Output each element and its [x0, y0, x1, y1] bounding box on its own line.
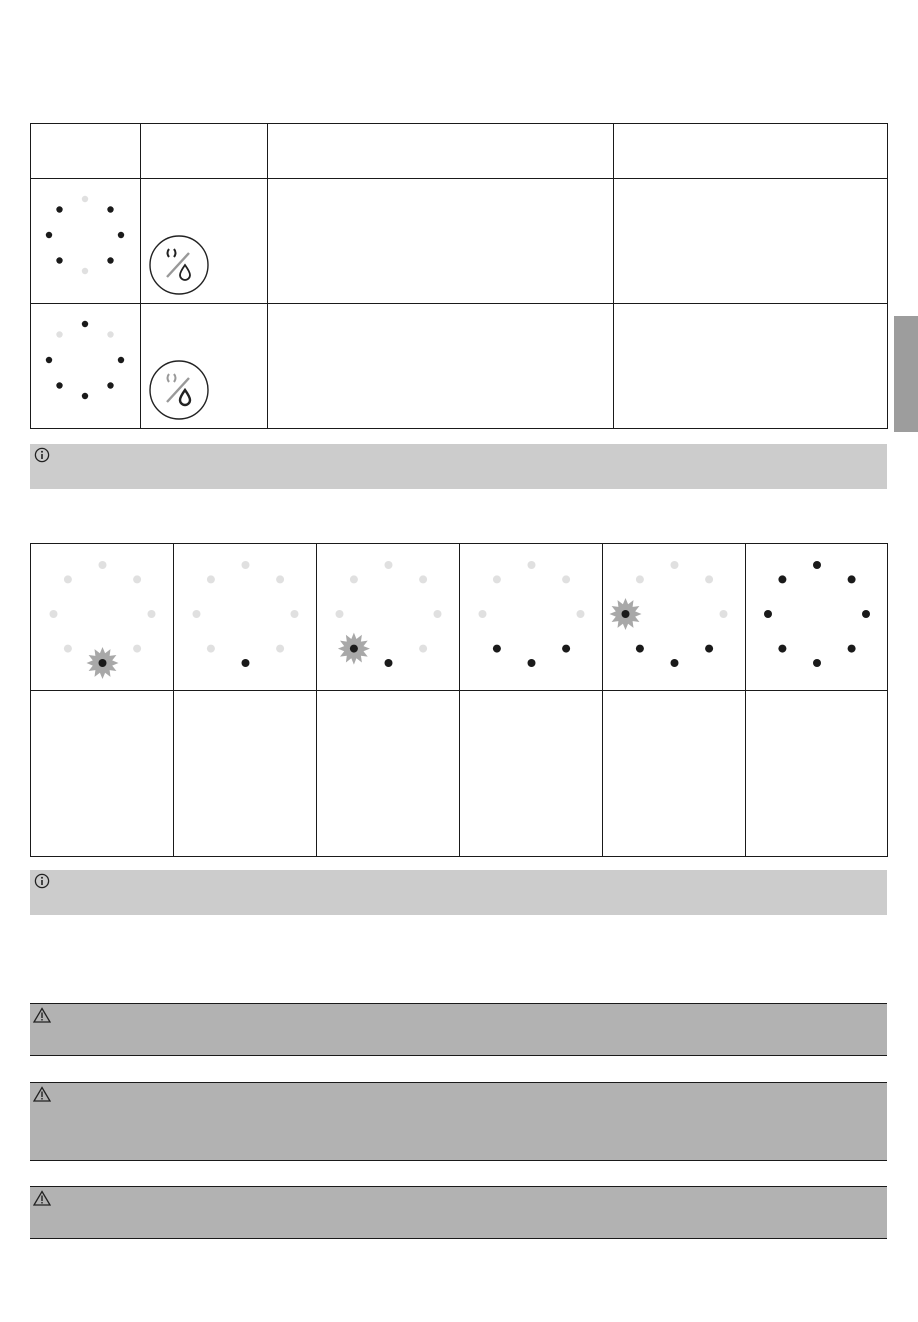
legend-header-row — [31, 124, 888, 179]
led-dot-off — [207, 575, 215, 583]
led-dot-on — [705, 645, 713, 653]
led-dot-off — [350, 575, 358, 583]
led-dot-on — [118, 232, 124, 238]
led-dot-off — [336, 610, 344, 618]
steam-humidity-button-icon — [147, 358, 211, 422]
sequence-table — [30, 543, 888, 857]
sequence-ring-cell — [460, 544, 603, 691]
warning-note — [30, 1083, 887, 1161]
ring-cell — [31, 304, 141, 429]
warning-icon — [33, 1007, 51, 1023]
side-tab — [894, 316, 918, 432]
led-dot-on — [56, 382, 62, 388]
led-dot-on — [636, 645, 644, 653]
led-dot-off — [82, 196, 88, 202]
led-dot-off — [528, 561, 536, 569]
led-dot-off — [562, 575, 570, 583]
led-dot-off — [577, 610, 585, 618]
led-ring-indicator — [31, 304, 141, 429]
led-ring-step-1 — [31, 544, 174, 691]
led-dot-off — [419, 575, 427, 583]
led-dot-on — [778, 575, 786, 583]
led-ring-step-2 — [174, 544, 317, 691]
caption-cell — [317, 691, 460, 857]
sequence-ring-cell — [31, 544, 174, 691]
caption-cell — [603, 691, 746, 857]
led-dot-on — [622, 610, 630, 618]
led-dot-on — [107, 257, 113, 263]
led-dot-off — [720, 610, 728, 618]
legend-table — [30, 123, 888, 429]
led-dot-off — [148, 610, 156, 618]
led-dot-on — [56, 257, 62, 263]
led-dot-off — [291, 610, 299, 618]
led-dot-on — [528, 659, 536, 667]
led-dot-on — [118, 357, 124, 363]
legend-row — [31, 304, 888, 429]
led-dot-off — [276, 645, 284, 653]
led-dot-off — [64, 645, 72, 653]
led-dot-off — [99, 561, 107, 569]
warning-icon — [33, 1190, 51, 1206]
led-ring-step-4 — [460, 544, 603, 691]
description-cell — [268, 304, 614, 429]
caption-cell — [31, 691, 174, 857]
led-dot-on — [848, 645, 856, 653]
header-cell — [31, 124, 141, 179]
caption-cell — [746, 691, 888, 857]
sequence-ring-cell — [746, 544, 888, 691]
led-dot-off — [56, 331, 62, 337]
led-dot-off — [133, 645, 141, 653]
led-dot-off — [64, 575, 72, 583]
led-dot-on — [778, 645, 786, 653]
led-dot-on — [99, 659, 107, 667]
header-cell — [614, 124, 888, 179]
led-dot-on — [862, 610, 870, 618]
led-dot-on — [107, 206, 113, 212]
led-dot-on — [350, 645, 358, 653]
led-dot-off — [82, 268, 88, 274]
led-dot-on — [813, 561, 821, 569]
led-dot-off — [493, 575, 501, 583]
led-dot-off — [419, 645, 427, 653]
info-icon — [34, 873, 50, 889]
sequence-ring-cell — [603, 544, 746, 691]
led-dot-off — [671, 561, 679, 569]
icon-cell — [141, 304, 268, 429]
led-dot-on — [671, 659, 679, 667]
led-dot-on — [385, 659, 393, 667]
led-dot-on — [848, 575, 856, 583]
led-dot-on — [46, 232, 52, 238]
led-ring-indicator — [31, 179, 141, 304]
led-ring-step-5 — [603, 544, 746, 691]
led-dot-on — [813, 659, 821, 667]
legend-row — [31, 179, 888, 304]
led-dot-off — [133, 575, 141, 583]
led-dot-off — [636, 575, 644, 583]
led-dot-off — [276, 575, 284, 583]
led-dot-on — [764, 610, 772, 618]
icon-cell — [141, 179, 268, 304]
ring-cell — [31, 179, 141, 304]
led-ring-step-3 — [317, 544, 460, 691]
caption-cell — [460, 691, 603, 857]
sequence-caption-row — [31, 691, 888, 857]
warning-note — [30, 1004, 887, 1056]
header-cell — [141, 124, 268, 179]
led-dot-off — [385, 561, 393, 569]
caption-cell — [174, 691, 317, 857]
led-dot-off — [705, 575, 713, 583]
led-dot-off — [207, 645, 215, 653]
led-dot-off — [479, 610, 487, 618]
led-dot-on — [242, 659, 250, 667]
led-dot-on — [46, 357, 52, 363]
info-note — [30, 444, 887, 489]
led-dot-off — [242, 561, 250, 569]
steam-humidity-button-icon — [147, 233, 211, 297]
led-dot-off — [50, 610, 58, 618]
led-dot-off — [107, 331, 113, 337]
note-cell — [614, 304, 888, 429]
led-dot-on — [56, 206, 62, 212]
sequence-ring-row — [31, 544, 888, 691]
led-dot-on — [107, 382, 113, 388]
led-dot-on — [562, 645, 570, 653]
header-cell — [268, 124, 614, 179]
note-cell — [614, 179, 888, 304]
description-cell — [268, 179, 614, 304]
led-dot-on — [82, 393, 88, 399]
led-dot-off — [193, 610, 201, 618]
led-dot-on — [493, 645, 501, 653]
warning-icon — [33, 1086, 51, 1102]
sequence-ring-cell — [174, 544, 317, 691]
sequence-ring-cell — [317, 544, 460, 691]
led-dot-off — [434, 610, 442, 618]
led-dot-on — [82, 321, 88, 327]
led-ring-step-6 — [746, 544, 888, 691]
warning-note — [30, 1187, 887, 1239]
info-icon — [34, 447, 50, 463]
info-note — [30, 870, 887, 915]
